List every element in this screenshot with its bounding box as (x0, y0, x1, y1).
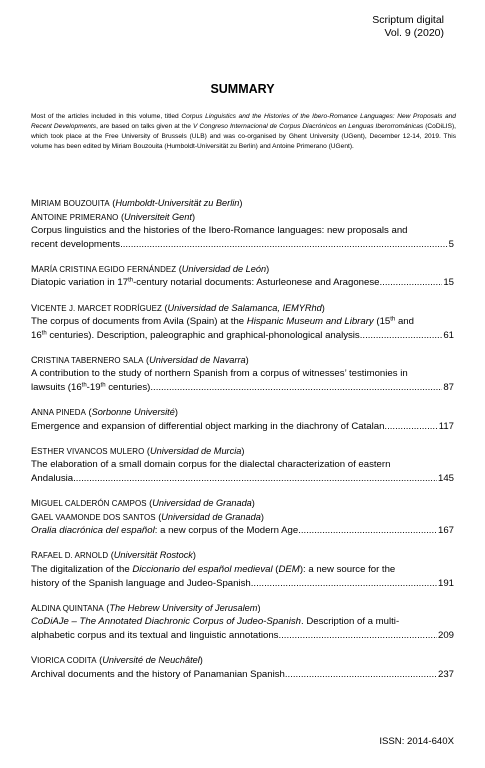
author-affiliation: Universität Rostock (113, 550, 193, 561)
page-number: 117 (438, 420, 454, 432)
article-title-last-line[interactable]: history of the Spanish language and Judeo-Spanish ..... 191 (31, 577, 454, 591)
article-title-last-line[interactable]: Emergence and expansion of differential object marking in the diachrony of Catalan ..... 117 (31, 420, 454, 434)
page-number: 191 (437, 577, 454, 589)
intro-paragraph: Most of the articles included in this volume, titled Corpus Linguistics and the Histories of the Ibero-Romance Languages: New Proposals and Recent Developments, are based on talks given at the V Congreso Internacional de Corpus Diacrónicos en Lenguas Iberorrománicas (CoDiLIS), which took place at the Free University of Brussels (ULB) and was co-organised by Ghent University (UGent), December 12-14, 2019. This volume has been edited by Miriam Bouzouita (Humboldt-Universität zu Berlin) and Antoine Primerano (UGent). (31, 113, 457, 150)
journal-volume: Vol. 9 (2020) (384, 27, 444, 39)
journal-header (372, 14, 444, 40)
author-line: VICENTE J. MARCET RODRÍGUEZ (Universidad de Salamanca, IEMYRhd) (31, 302, 325, 313)
article-title-last-line[interactable]: lawsuits (16th-19th centuries) ..... 87 (31, 381, 454, 395)
page-number: 87 (443, 382, 454, 394)
author-affiliation: Sorbonne Université (91, 407, 175, 418)
page-number: 15 (443, 277, 454, 289)
page-title: SUMMARY (210, 82, 275, 96)
author-affiliation: Universidad de Salamanca, IEMYRhd (167, 302, 322, 313)
page-number: 5 (448, 238, 454, 250)
article-title: The corpus of documents from Avila (Spain) at the Hispanic Museum and Library (15th and (31, 316, 414, 328)
toc-entry (31, 445, 454, 486)
toc-entry (31, 197, 454, 251)
toc-entry (31, 497, 454, 538)
page-number: 61 (443, 329, 454, 341)
author-affiliation: Humboldt-Universität zu Berlin (115, 198, 240, 208)
author-line: ESTHER VIVANCOS MULERO (Universidad de Murcia) (31, 445, 245, 456)
article-title: The elaboration of a small domain corpus for the dialectal characterization of eastern (31, 459, 391, 471)
article-title-last-line[interactable]: Diatopic variation in 17th-century notarial documents: Asturleonese and Aragonese ..... 15 (31, 276, 454, 290)
author-line: ANNA PINEDA (Sorbonne Université) (31, 407, 178, 418)
journal-name: Scriptum digital (372, 14, 444, 26)
author-line: RAFAEL D. ARNOLD (Universität Rostock) (31, 550, 196, 561)
author-affiliation: Universidad de Navarra (149, 354, 246, 365)
article-title: The digitalization of the Diccionario del español medieval (DEM): a new source for the (31, 563, 396, 575)
page-number: 167 (437, 525, 454, 537)
author-line: VIORICA CODITA (Université de Neuchâtel) (31, 654, 203, 665)
author-affiliation: Université de Neuchâtel (102, 654, 200, 665)
article-title-last-line[interactable]: recent developments ..... 5 (31, 238, 454, 252)
table-of-contents (31, 197, 454, 693)
toc-entry (31, 549, 454, 590)
page-number: 209 (437, 629, 454, 641)
toc-entry (31, 354, 454, 395)
author-line: GAEL VAAMONDE DOS SANTOS (Universidad de Granada) (31, 511, 264, 522)
page-number: 237 (437, 668, 454, 680)
author-line: ALDINA QUINTANA (The Hebrew University of Jerusalem) (31, 602, 261, 613)
article-title: A contribution to the study of northern Spanish from a corpus of witnesses’ testimonies in (31, 368, 408, 380)
toc-entry (31, 406, 454, 433)
article-title-last-line[interactable]: Oralia diacrónica del español: a new corpus of the Modern Age ..... 167 (31, 524, 454, 538)
toc-entry (31, 602, 454, 643)
article-title-last-line[interactable]: 16th centuries). Description, paleographic and graphical-phonological analysis ..... 61 (31, 329, 454, 343)
author-affiliation: The Hebrew University of Jerusalem (109, 602, 258, 613)
article-title: Corpus linguistics and the histories of the Ibero-Romance languages: new proposals and (31, 225, 408, 237)
page-number: 145 (437, 473, 454, 484)
author-line: MARÍA CRISTINA EGIDO FERNÁNDEZ (Universidad de León) (31, 263, 270, 274)
article-title-last-line[interactable]: Archival documents and the history of Panamanian Spanish ..... 237 (31, 668, 454, 682)
author-affiliation: Universidad de León (181, 263, 267, 274)
issn-footer: ISSN: 2014-640X (379, 736, 454, 747)
toc-entry (31, 302, 454, 343)
author-affiliation: Universidad de Granada (161, 511, 261, 522)
author-affiliation: Universidad de Murcia (149, 445, 242, 456)
author-line: MIRIAM BOUZOUITA (Humboldt-Universität zu Berlin) (31, 198, 243, 208)
article-title-last-line[interactable]: alphabetic corpus and its textual and linguistic annotations ..... 209 (31, 629, 454, 643)
author-affiliation: Universidad de Granada (152, 498, 252, 509)
author-line: ANTOINE PRIMERANO (Universiteit Gent) (31, 211, 195, 222)
toc-entry (31, 263, 454, 290)
article-title: CoDiAJe – The Annotated Diachronic Corpus of Judeo-Spanish. Description of a multi- (31, 616, 400, 628)
toc-entry (31, 654, 454, 681)
author-line: MIGUEL CALDERÓN CAMPOS (Universidad de Granada) (31, 498, 255, 509)
author-line: CRISTINA TABERNERO SALA (Universidad de Navarra) (31, 354, 249, 365)
article-title-last-line[interactable]: Andalusia ..... 145 (31, 472, 454, 486)
author-affiliation: Universiteit Gent (124, 211, 192, 222)
